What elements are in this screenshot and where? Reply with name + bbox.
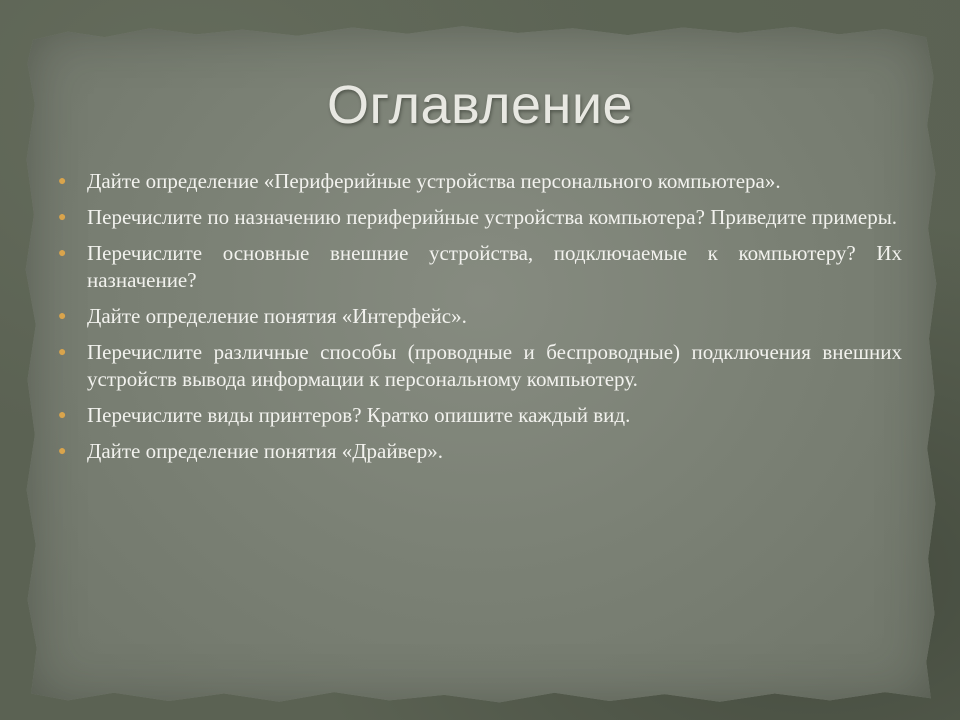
list-item-text: Дайте определение понятия «Драйвер».	[87, 439, 443, 463]
list-item-text: Перечислите основные внешние устройства, подключаемые к компьютеру? Их назначение?	[87, 241, 902, 292]
bullet-dot-icon: ●	[58, 345, 67, 360]
list-item	[58, 204, 902, 231]
slide-content	[58, 168, 902, 474]
bullet-list	[58, 168, 902, 465]
list-item-text: Перечислите виды принтеров? Кратко опишите каждый вид.	[87, 403, 631, 427]
list-item-text: Дайте определение «Периферийные устройства персонального компьютера».	[87, 169, 781, 193]
list-item	[58, 240, 902, 294]
list-item	[58, 339, 902, 393]
slide-title: Оглавление	[326, 75, 634, 135]
bullet-dot-icon: ●	[58, 309, 67, 324]
list-item-text: Перечислите по назначению периферийные устройства компьютера? Приведите примеры.	[87, 205, 898, 229]
bullet-dot-icon: ●	[58, 444, 67, 459]
list-item-text: Перечислите различные способы (проводные и беспроводные) подключения внешних устройств вывода информации к персональному компьютеру.	[87, 340, 902, 391]
bullet-dot-icon: ●	[58, 174, 67, 189]
list-item	[58, 168, 902, 195]
list-item	[58, 438, 902, 465]
list-item	[58, 402, 902, 429]
bullet-dot-icon: ●	[58, 408, 67, 423]
bullet-dot-icon: ●	[58, 246, 67, 261]
list-item	[58, 303, 902, 330]
bullet-dot-icon: ●	[58, 210, 67, 225]
list-item-text: Дайте определение понятия «Интерфейс».	[87, 304, 467, 328]
